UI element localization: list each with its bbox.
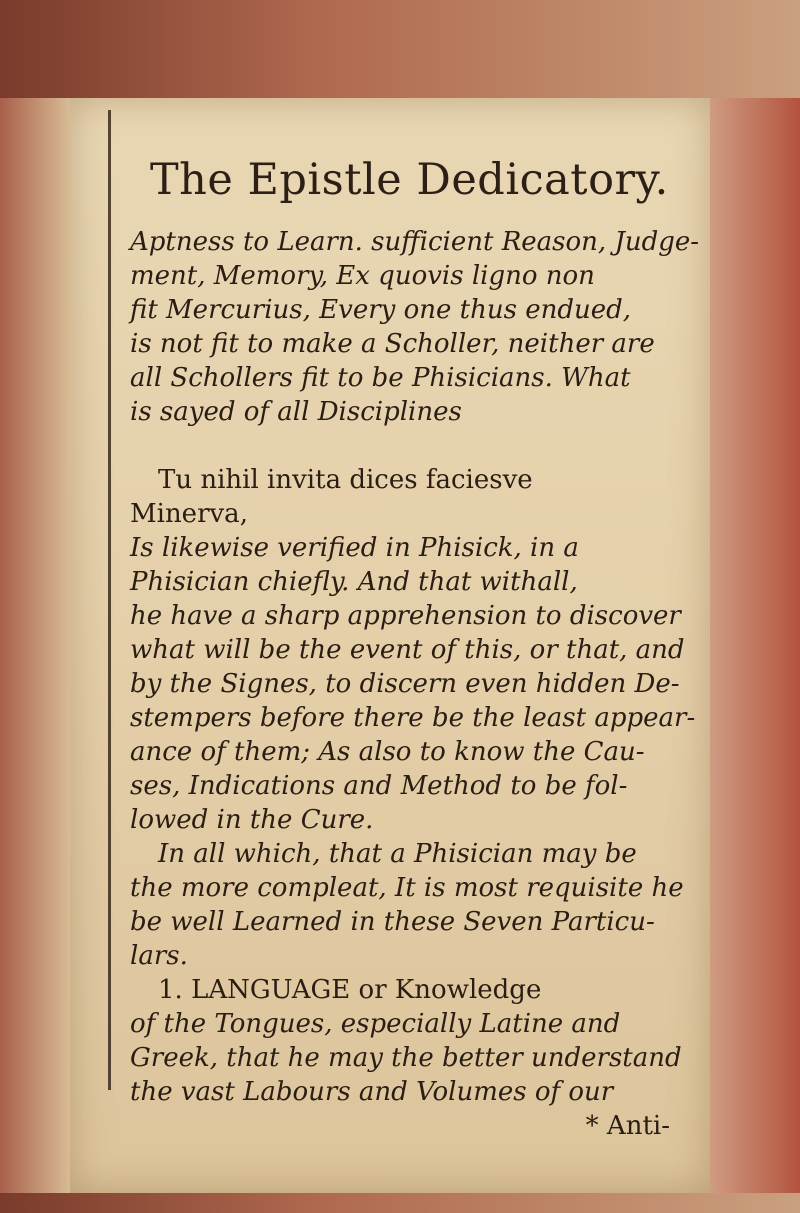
text-line: Is likewise verified in Phisick, in a	[130, 533, 579, 563]
text-line: ment, Memory, Ex quovis ligno non	[130, 261, 595, 291]
text-line: fit Mercurius, Every one thus endued,	[130, 295, 632, 325]
text-line: Aptness to Learn. sufficient Reason, Judge-	[130, 227, 700, 257]
text-line: the vast Labours and Volumes of our	[130, 1077, 614, 1107]
text-line: In all which, that a Phisician may be	[158, 839, 637, 869]
text-line: all Schollers fit to be Phisicians. What	[130, 363, 631, 393]
text-line: what will be the event of this, or that, and	[130, 635, 685, 665]
running-head: The Epistle Dedicatory.	[150, 155, 669, 205]
page-gutter	[0, 98, 70, 1193]
text-line: ance of them; As also to know the Cau-	[130, 737, 645, 767]
text-line: Greek, that he may the better understand	[130, 1043, 682, 1073]
text-line: stempers before there be the least appear-	[130, 703, 696, 733]
text-line: Minerva,	[130, 499, 248, 529]
text-line: by the Signes, to discern even hidden De-	[130, 669, 680, 699]
text-line: lars.	[130, 941, 188, 971]
margin-rule	[108, 110, 111, 1090]
text-line: Phisician chiefly. And that withall,	[130, 567, 578, 597]
text-line: Tu nihil invita dices faciesve	[158, 465, 533, 495]
catchword: * Anti-	[585, 1111, 670, 1141]
text-line: is sayed of all Disciplines	[130, 397, 462, 427]
blank-line	[130, 429, 680, 463]
text-line: he have a sharp apprehension to discover	[130, 601, 681, 631]
text-line: ses, Indications and Method to be fol-	[130, 771, 628, 801]
text-line: be well Learned in these Seven Particu-	[130, 907, 655, 937]
text-line: the more compleat, It is most requisite he	[130, 873, 684, 903]
text-line: of the Tongues, especially Latine and	[130, 1009, 621, 1039]
text-line: lowed in the Cure.	[130, 805, 374, 835]
text-line: is not fit to make a Scholler, neither are	[130, 329, 655, 359]
text-line: 1. LANGUAGE or Knowledge	[158, 975, 542, 1005]
page-text	[130, 225, 700, 1143]
page-fore-edge	[710, 98, 800, 1193]
